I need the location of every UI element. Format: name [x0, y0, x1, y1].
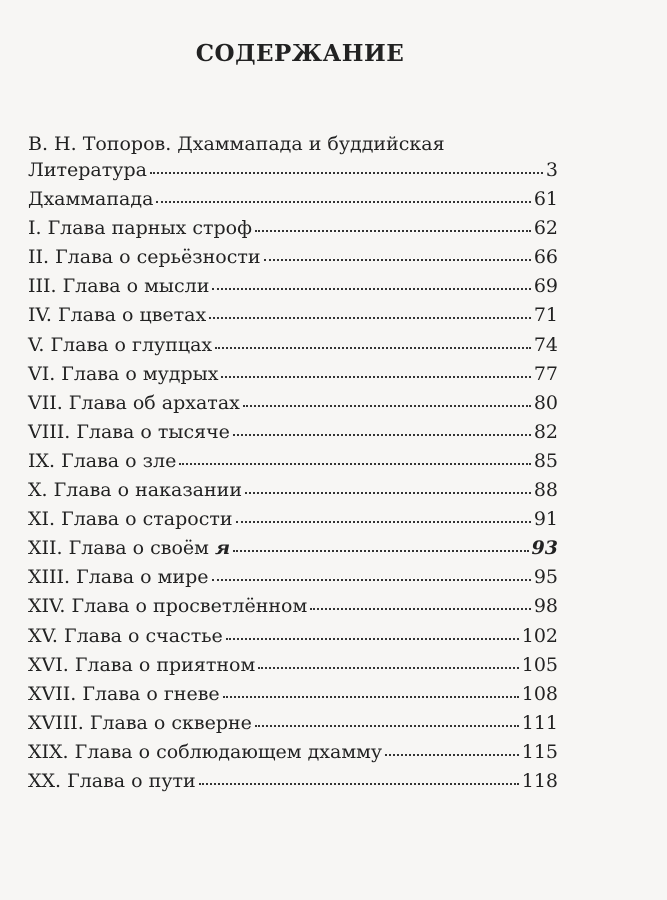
toc-entry-page: 102	[521, 624, 558, 647]
dot-leader	[223, 696, 519, 698]
dot-leader	[255, 725, 519, 727]
dot-leader	[236, 521, 531, 523]
toc-entry-label: XVII. Глава о гневе	[28, 682, 220, 705]
toc-entry	[28, 188, 558, 217]
toc-entry	[28, 159, 558, 188]
toc-entry	[28, 712, 558, 741]
toc-entry-label: IX. Глава о зле	[28, 449, 177, 472]
toc-entry-page: 115	[521, 740, 558, 763]
toc-entry	[28, 421, 558, 450]
toc-entry-label: X. Глава о наказании	[28, 479, 243, 502]
toc-entry	[28, 392, 558, 421]
toc-entry-page: 74	[533, 333, 558, 356]
toc-entry-label: XIII. Глава о мире	[28, 566, 209, 589]
toc-entry	[28, 334, 558, 363]
toc-entry-label: XIV. Глава о просветлённом	[28, 595, 308, 618]
dot-leader	[255, 230, 531, 232]
toc-entry-label-emphasis: я	[214, 537, 231, 560]
toc-entry	[28, 537, 558, 566]
dot-leader	[179, 463, 531, 465]
table-of-contents	[28, 130, 558, 799]
toc-entry	[28, 304, 558, 333]
toc-entry-page: 118	[521, 769, 558, 792]
toc-entry	[28, 625, 558, 654]
dot-leader	[221, 376, 530, 378]
dot-leader	[212, 579, 531, 581]
toc-entry-page: 3	[545, 159, 558, 181]
dot-leader	[150, 172, 543, 174]
toc-entry-label: XVIII. Глава о скверне	[28, 711, 252, 734]
toc-entry-page: 77	[533, 362, 558, 385]
toc-entry-label-text: XII. Глава о своём	[28, 537, 215, 560]
toc-entry-label: XI. Глава о старости	[28, 508, 233, 531]
toc-entry-page: 98	[533, 595, 558, 618]
toc-entry-page: 69	[533, 275, 558, 298]
toc-entry	[28, 595, 558, 624]
toc-entry-label: XV. Глава о счастье	[28, 624, 223, 647]
toc-entry	[28, 741, 558, 770]
toc-entry-page: 85	[533, 449, 558, 472]
toc-entry-label: I. Глава парных строф	[28, 217, 252, 240]
toc-entry-label: VIII. Глава о тысяче	[28, 420, 230, 443]
dot-leader	[199, 783, 519, 785]
dot-leader	[264, 259, 531, 261]
toc-entry-page: 105	[521, 653, 558, 676]
toc-entry-page: 61	[533, 188, 558, 211]
toc-entry-label: IV. Глава о цветах	[28, 304, 207, 327]
dot-leader	[233, 434, 531, 436]
toc-entry-label: VI. Глава о мудрых	[28, 362, 219, 385]
toc-entry	[28, 275, 558, 304]
toc-entry	[28, 363, 558, 392]
toc-entry-label: XIX. Глава о соблюдающем дхамму	[28, 740, 383, 763]
toc-entry	[28, 479, 558, 508]
toc-entry-page: 108	[521, 682, 558, 705]
dot-leader	[226, 638, 519, 640]
page-title: СОДЕРЖАНИЕ	[195, 40, 405, 67]
dot-leader	[156, 201, 530, 203]
toc-entry-label: XX. Глава о пути	[28, 769, 196, 792]
dot-leader	[245, 492, 531, 494]
toc-entry-page: 80	[533, 391, 558, 414]
dot-leader	[385, 754, 519, 756]
toc-entry	[28, 217, 558, 246]
toc-entry-page: 82	[533, 420, 558, 443]
toc-entry-page: 111	[521, 711, 558, 734]
dot-leader	[258, 667, 519, 669]
toc-entry	[28, 654, 558, 683]
toc-entry	[28, 450, 558, 479]
toc-intro-line: В. Н. Топоров. Дхаммапада и буддийская	[28, 133, 445, 155]
toc-entry-label: VII. Глава об архатах	[28, 391, 240, 414]
toc-entry-label: II. Глава о серьёзности	[28, 246, 261, 269]
toc-entry	[28, 566, 558, 595]
toc-entry-page: 66	[533, 246, 558, 269]
toc-entry-label: III. Глава о мысли	[28, 275, 210, 298]
dot-leader	[233, 550, 528, 552]
toc-entry-page: 88	[533, 479, 558, 502]
dot-leader	[212, 288, 530, 290]
toc-entry	[28, 508, 558, 537]
toc-entry	[28, 683, 558, 712]
toc-entry-label: XVI. Глава о приятном	[28, 653, 256, 676]
toc-entry-page: 91	[533, 508, 558, 531]
dot-leader	[209, 317, 531, 319]
toc-entry-page: 93	[531, 537, 558, 560]
toc-entry-page: 71	[533, 304, 558, 327]
toc-entry	[28, 770, 558, 799]
toc-entry-label: V. Глава о глупцах	[28, 333, 213, 356]
toc-entry	[28, 246, 558, 275]
toc-entry-label: Дхаммапада	[28, 188, 154, 211]
dot-leader	[310, 608, 531, 610]
toc-entry-page: 62	[533, 217, 558, 240]
toc-entry-label	[28, 537, 230, 559]
toc-entry-page: 95	[533, 566, 558, 589]
dot-leader	[215, 347, 531, 349]
toc-entry-label: Литература	[28, 159, 147, 181]
dot-leader	[243, 405, 531, 407]
